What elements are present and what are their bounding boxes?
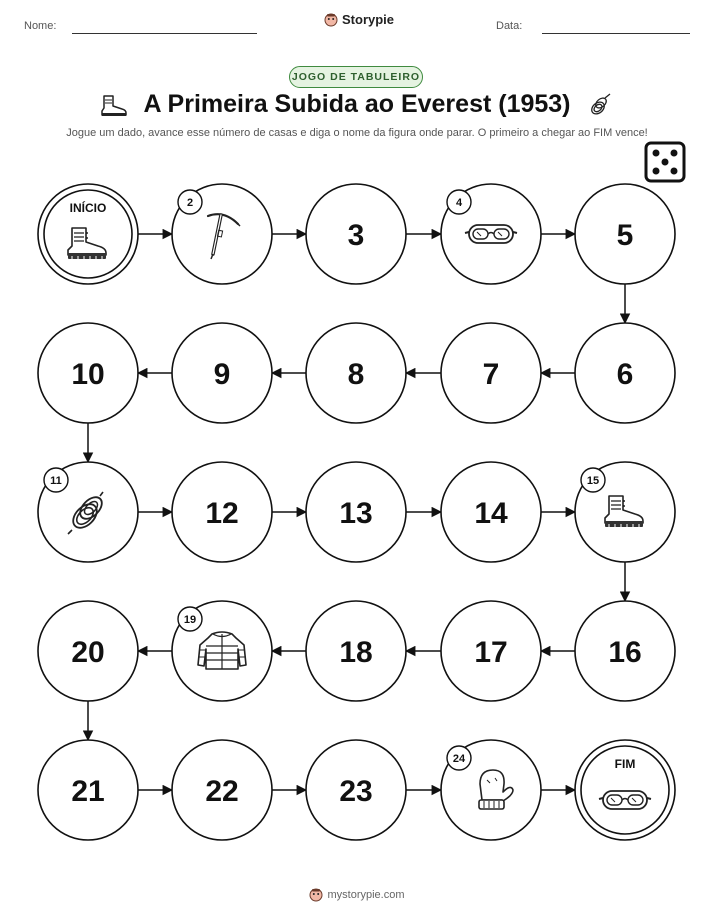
- space-number: 8: [347, 358, 365, 391]
- space-number: 22: [205, 775, 239, 808]
- board-space[interactable]: [38, 462, 138, 562]
- space-number: 17: [474, 636, 508, 669]
- board-space[interactable]: [306, 740, 406, 840]
- space-number: 23: [339, 775, 373, 808]
- space-number: 12: [205, 497, 239, 530]
- board-space[interactable]: [172, 462, 272, 562]
- space-number: 3: [347, 219, 365, 252]
- finish-space[interactable]: [575, 740, 675, 840]
- space-number: 5: [616, 219, 634, 252]
- footer-url[interactable]: mystorypie.com: [327, 889, 405, 901]
- space-number: 13: [339, 497, 373, 530]
- goggles-icon: [465, 225, 517, 243]
- space-number: 2: [186, 197, 194, 209]
- brand-name: Storypie: [342, 12, 395, 27]
- date-label: Data:: [496, 20, 523, 32]
- board-space[interactable]: [306, 323, 406, 423]
- board-space[interactable]: [575, 462, 675, 562]
- board-space[interactable]: [172, 184, 272, 284]
- board-space[interactable]: [306, 601, 406, 701]
- footer: [0, 888, 714, 902]
- page-title: A Primeira Subida ao Everest (1953): [143, 90, 571, 118]
- board-space[interactable]: [441, 184, 541, 284]
- space-number: 4: [455, 197, 463, 209]
- space-number: 21: [71, 775, 105, 808]
- board-space[interactable]: [575, 601, 675, 701]
- space-number: 11: [50, 475, 62, 487]
- board-space[interactable]: [38, 740, 138, 840]
- board-space[interactable]: [172, 323, 272, 423]
- storypie-mascot-icon: [309, 888, 323, 902]
- instructions: Jogue um dado, avance esse número de casas e diga o nome da figura onde parar. O primeiro a chegar ao FIM vence!: [66, 127, 648, 139]
- board-space[interactable]: [306, 184, 406, 284]
- board-space[interactable]: [441, 462, 541, 562]
- board-space[interactable]: [172, 601, 272, 701]
- space-number: 24: [452, 753, 466, 765]
- space-number: 20: [71, 636, 105, 669]
- name-label: Nome:: [24, 20, 57, 32]
- board-space[interactable]: [441, 323, 541, 423]
- start-space[interactable]: [38, 184, 138, 284]
- board-space[interactable]: [441, 740, 541, 840]
- space-number: 16: [608, 636, 642, 669]
- space-number: 18: [339, 636, 373, 669]
- space-number: 14: [474, 497, 508, 530]
- board-space[interactable]: [38, 601, 138, 701]
- space-number: 7: [482, 358, 500, 391]
- goggles-icon: [599, 791, 651, 809]
- board-space[interactable]: [575, 184, 675, 284]
- space-number: 15: [586, 475, 600, 487]
- board-space[interactable]: [38, 323, 138, 423]
- finish-label: FIM: [614, 757, 636, 771]
- board-space[interactable]: [575, 323, 675, 423]
- game-type-badge: JOGO DE TABULEIRO: [289, 66, 423, 88]
- space-number: 19: [183, 614, 197, 626]
- board-space[interactable]: [441, 601, 541, 701]
- space-number: 9: [213, 358, 231, 391]
- board-space[interactable]: [172, 740, 272, 840]
- space-number: 10: [71, 358, 105, 391]
- space-number: 6: [616, 358, 634, 391]
- board-space[interactable]: [306, 462, 406, 562]
- start-label: INÍCIO: [69, 201, 107, 215]
